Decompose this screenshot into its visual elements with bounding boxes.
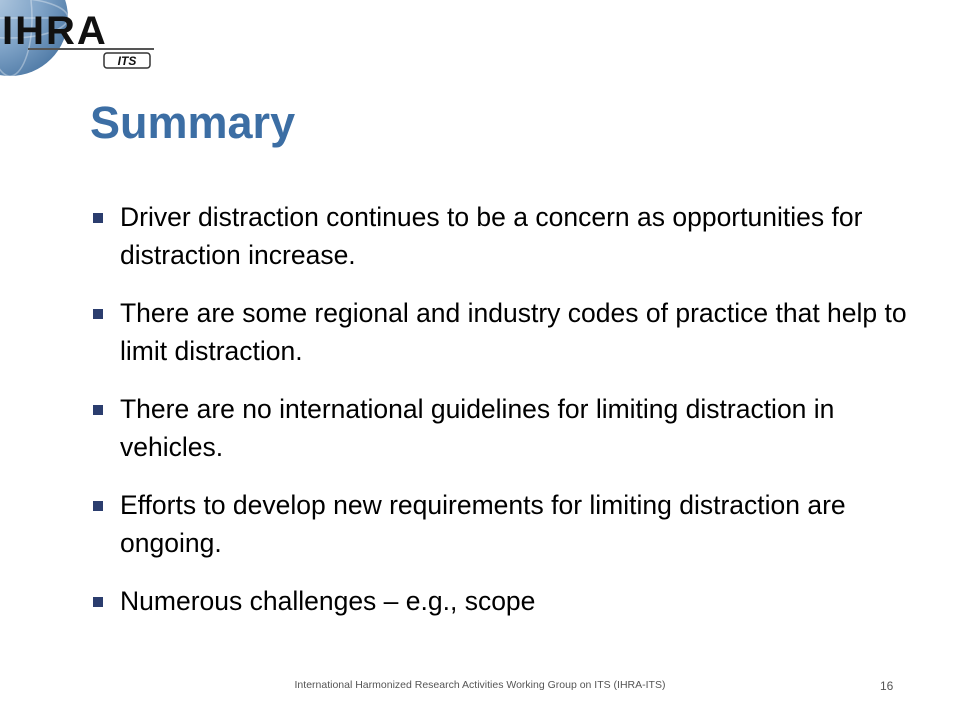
square-bullet-icon <box>93 405 103 415</box>
bullet-text: Efforts to develop new requirements for limiting distraction are ongoing. <box>120 490 846 558</box>
bullet-text: Driver distraction continues to be a concern as opportunities for distraction increase. <box>120 202 863 270</box>
bullet-item <box>88 198 918 274</box>
slide-title: Summary <box>90 97 296 148</box>
logo-main-text: IHRA <box>2 9 108 53</box>
bullet-item <box>88 294 918 370</box>
bullet-text: Numerous challenges – e.g., scope <box>120 586 536 616</box>
logo-sub-text: ITS <box>117 54 137 68</box>
logo-its-badge <box>104 53 150 68</box>
bullet-list <box>88 198 918 640</box>
square-bullet-icon <box>93 309 103 319</box>
ihra-its-logo <box>0 0 170 80</box>
page-number: 16 <box>880 679 894 693</box>
bullet-item <box>88 582 918 620</box>
square-bullet-icon <box>93 501 103 511</box>
bullet-item <box>88 390 918 466</box>
bullet-text: There are no international guidelines for limiting distraction in vehicles. <box>120 394 835 462</box>
bullet-item <box>88 486 918 562</box>
square-bullet-icon <box>93 597 103 607</box>
footer-text: International Harmonized Research Activities Working Group on ITS (IHRA-ITS) <box>294 679 666 691</box>
bullet-text: There are some regional and industry codes of practice that help to limit distraction. <box>120 298 907 366</box>
square-bullet-icon <box>93 213 103 223</box>
